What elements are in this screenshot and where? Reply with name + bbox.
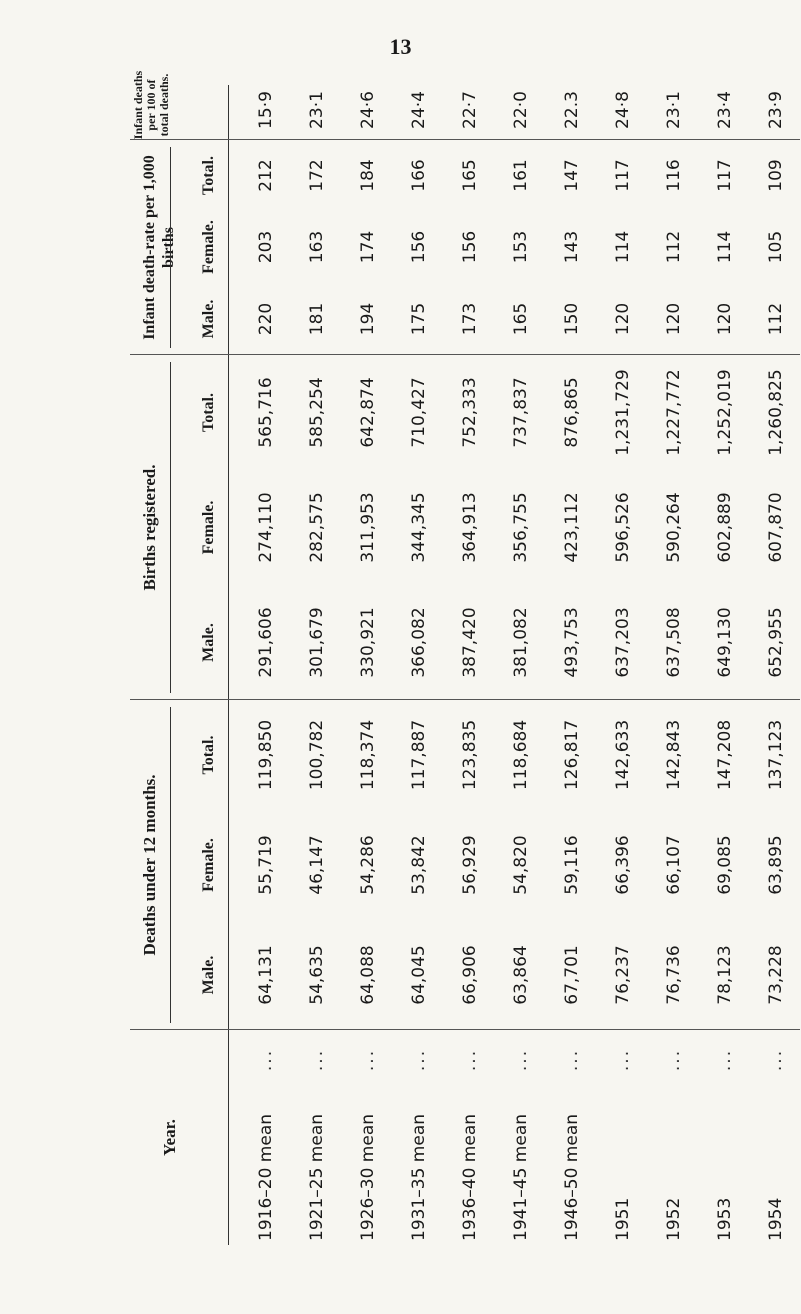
cell-b-total: 565,716 xyxy=(256,377,276,448)
cell-r-male: 194 xyxy=(358,302,378,336)
cell-d-male: 76,237 xyxy=(613,945,633,1005)
cell-b-female: 356,755 xyxy=(511,492,531,563)
cell-b-total: 752,333 xyxy=(460,377,480,448)
cell-r-female: 114 xyxy=(715,230,735,264)
cell-r-male: 220 xyxy=(256,302,276,336)
cell-r-male: 181 xyxy=(307,302,327,336)
cell-r-female: 105 xyxy=(766,230,786,264)
cell-d-female: 53,842 xyxy=(409,835,429,895)
cell-b-male: 649,130 xyxy=(715,607,735,678)
cell-d-total: 118,374 xyxy=(358,719,378,791)
cell-year: 1952 xyxy=(664,1197,684,1241)
cell-r-total: 161 xyxy=(511,159,531,192)
cell-d-male: 64,045 xyxy=(409,945,429,1005)
cell-b-male: 291,606 xyxy=(256,607,276,678)
cell-r-total: 117 xyxy=(715,159,735,192)
sub-d-male: Male. xyxy=(200,955,217,995)
cell-year: 1941–45 mean xyxy=(511,1113,531,1241)
cell-r-total: 147 xyxy=(562,159,582,192)
cell-d-total: 142,843 xyxy=(664,719,684,791)
rotated-table xyxy=(130,70,800,1245)
cell-d-male: 78,123 xyxy=(715,945,735,1005)
cell-r-female: 143 xyxy=(562,230,582,264)
cell-r-female: 156 xyxy=(460,230,480,264)
cell-r-male: 173 xyxy=(460,302,480,336)
cell-d-female: 59,116 xyxy=(562,835,582,895)
cell-d-female: 46,147 xyxy=(307,835,327,895)
cell-d-male: 64,088 xyxy=(358,945,378,1005)
sub-r-total: Total. xyxy=(200,156,217,195)
cell-d-female: 66,396 xyxy=(613,835,633,895)
cell-year: 1951 xyxy=(613,1197,633,1241)
cell-r-total: 117 xyxy=(613,159,633,192)
cell-r-total: 116 xyxy=(664,159,684,192)
cell-b-male: 493,753 xyxy=(562,607,582,678)
table-row xyxy=(238,85,294,1245)
leader-dots: ... xyxy=(766,1048,786,1072)
leader-dots: ... xyxy=(715,1048,735,1072)
cell-r-total: 165 xyxy=(460,159,480,192)
cell-r-total: 172 xyxy=(307,159,327,192)
table-row xyxy=(595,85,651,1245)
cell-r-male: 120 xyxy=(664,302,684,336)
cell-pct: 24·4 xyxy=(409,91,429,129)
cell-b-female: 274,110 xyxy=(256,492,276,563)
cell-d-female: 66,107 xyxy=(664,835,684,895)
leader-dots: ... xyxy=(562,1048,582,1072)
cell-b-male: 330,921 xyxy=(358,607,378,678)
cell-pct: 23·4 xyxy=(715,91,735,129)
table-row xyxy=(646,85,702,1245)
cell-b-male: 366,082 xyxy=(409,607,429,678)
cell-d-total: 123,835 xyxy=(460,719,480,791)
cell-year: 1936–40 mean xyxy=(460,1113,480,1241)
cell-year: 1954 xyxy=(766,1197,786,1241)
cell-pct: 22·7 xyxy=(460,91,480,129)
cell-b-female: 596,526 xyxy=(613,492,633,563)
header-deaths-group: Deaths under 12 months. xyxy=(140,774,159,956)
cell-b-female: 590,264 xyxy=(664,492,684,563)
cell-b-female: 311,953 xyxy=(358,492,378,563)
cell-pct: 23·9 xyxy=(766,91,786,129)
cell-b-male: 637,508 xyxy=(664,607,684,678)
cell-b-total: 710,427 xyxy=(409,377,429,448)
cell-r-male: 112 xyxy=(766,302,786,336)
cell-pct: 24·6 xyxy=(358,91,378,129)
cell-b-total: 642,874 xyxy=(358,377,378,448)
cell-b-female: 607,870 xyxy=(766,492,786,563)
cell-b-total: 1,231,729 xyxy=(613,369,633,456)
cell-r-male: 165 xyxy=(511,302,531,336)
cell-r-female: 156 xyxy=(409,230,429,264)
cell-d-total: 142,633 xyxy=(613,719,633,791)
cell-year: 1921–25 mean xyxy=(307,1113,327,1241)
cell-r-female: 203 xyxy=(256,230,276,264)
leader-dots: ... xyxy=(256,1048,276,1072)
cell-r-female: 153 xyxy=(511,230,531,264)
cell-r-male: 150 xyxy=(562,302,582,336)
cell-d-male: 76,736 xyxy=(664,945,684,1005)
table-row xyxy=(289,85,345,1245)
cell-d-total: 118,684 xyxy=(511,719,531,791)
cell-b-male: 637,203 xyxy=(613,607,633,678)
group-rule-births xyxy=(170,362,171,693)
cell-r-total: 212 xyxy=(256,159,276,192)
cell-d-male: 64,131 xyxy=(256,945,276,1005)
header-year: Year. xyxy=(160,1119,179,1156)
cell-b-female: 282,575 xyxy=(307,492,327,563)
cell-b-total: 1,260,825 xyxy=(766,369,786,456)
cell-pct: 22·0 xyxy=(511,91,531,129)
cell-d-female: 69,085 xyxy=(715,835,735,895)
cell-year: 1916–20 mean xyxy=(256,1113,276,1241)
cell-d-male: 63,864 xyxy=(511,945,531,1005)
cell-r-female: 112 xyxy=(664,230,684,264)
cell-d-total: 100,782 xyxy=(307,719,327,791)
leader-dots: ... xyxy=(307,1048,327,1072)
cell-pct: 23·1 xyxy=(664,91,684,129)
cell-d-total: 119,850 xyxy=(256,719,276,791)
cell-d-total: 147,208 xyxy=(715,719,735,791)
sub-b-female: Female. xyxy=(200,500,217,555)
cell-d-total: 117,887 xyxy=(409,719,429,791)
cell-d-female: 54,286 xyxy=(358,835,378,895)
cell-b-male: 652,955 xyxy=(766,607,786,678)
cell-b-total: 876,865 xyxy=(562,377,582,448)
cell-r-male: 175 xyxy=(409,302,429,336)
cell-r-male: 120 xyxy=(715,302,735,336)
cell-b-female: 364,913 xyxy=(460,492,480,563)
cell-r-total: 184 xyxy=(358,159,378,192)
cell-d-male: 67,701 xyxy=(562,945,582,1005)
header-births-group: Births registered. xyxy=(140,464,159,591)
sub-d-total: Total. xyxy=(200,735,217,775)
cell-d-male: 54,635 xyxy=(307,945,327,1005)
cell-r-female: 114 xyxy=(613,230,633,264)
cell-d-male: 73,228 xyxy=(766,945,786,1005)
table-row xyxy=(697,85,753,1245)
cell-r-male: 120 xyxy=(613,302,633,336)
cell-d-female: 55,719 xyxy=(256,835,276,895)
cell-d-female: 54,820 xyxy=(511,835,531,895)
cell-pct: 15·9 xyxy=(256,91,276,129)
sub-b-total: Total. xyxy=(200,393,217,432)
cell-b-male: 387,420 xyxy=(460,607,480,678)
cell-b-male: 301,679 xyxy=(307,607,327,678)
cell-d-male: 66,906 xyxy=(460,945,480,1005)
cell-d-total: 137,123 xyxy=(766,719,786,791)
cell-year: 1931–35 mean xyxy=(409,1113,429,1241)
sub-r-male: Male. xyxy=(200,299,217,339)
cell-b-total: 585,254 xyxy=(307,377,327,448)
table-row xyxy=(340,85,396,1245)
cell-pct: 23·1 xyxy=(307,91,327,129)
cell-year: 1926–30 mean xyxy=(358,1113,378,1241)
cell-b-female: 423,112 xyxy=(562,492,582,563)
table-row xyxy=(493,85,549,1245)
cell-r-total: 166 xyxy=(409,159,429,192)
cell-d-total: 126,817 xyxy=(562,719,582,791)
table-row xyxy=(544,85,600,1245)
cell-b-total: 737,837 xyxy=(511,377,531,448)
cell-r-female: 174 xyxy=(358,230,378,264)
cell-b-female: 344,345 xyxy=(409,492,429,563)
cell-b-male: 381,082 xyxy=(511,607,531,678)
cell-b-total: 1,252,019 xyxy=(715,369,735,456)
cell-r-total: 109 xyxy=(766,159,786,192)
cell-b-female: 602,889 xyxy=(715,492,735,563)
table-row xyxy=(391,85,447,1245)
cell-b-total: 1,227,772 xyxy=(664,369,684,456)
cell-r-female: 163 xyxy=(307,230,327,264)
cell-year: 1953 xyxy=(715,1197,735,1241)
header-bottom-rule xyxy=(228,85,229,1245)
cell-d-female: 56,929 xyxy=(460,835,480,895)
cell-year: 1946–50 mean xyxy=(562,1113,582,1241)
page-number: 13 xyxy=(389,34,412,59)
table-row xyxy=(748,85,801,1245)
group-rule-deaths xyxy=(170,707,171,1023)
leader-dots: ... xyxy=(613,1048,633,1072)
leader-dots: ... xyxy=(409,1048,429,1072)
group-rule-rate xyxy=(170,147,171,348)
sub-d-female: Female. xyxy=(200,838,217,892)
cell-pct: 22.3 xyxy=(562,91,582,129)
table-row xyxy=(442,85,498,1245)
leader-dots: ... xyxy=(664,1048,684,1072)
leader-dots: ... xyxy=(511,1048,531,1072)
leader-dots: ... xyxy=(460,1048,480,1072)
leader-dots: ... xyxy=(358,1048,378,1072)
sub-r-female: Female. xyxy=(200,220,217,274)
header-infant-pct: Infant deaths per 100 of total deaths. xyxy=(131,70,171,140)
cell-pct: 24·8 xyxy=(613,91,633,129)
cell-d-female: 63,895 xyxy=(766,835,786,895)
sub-b-male: Male. xyxy=(200,623,217,662)
header-rate-group: Infant death-rate per 1,000 births xyxy=(141,155,177,340)
